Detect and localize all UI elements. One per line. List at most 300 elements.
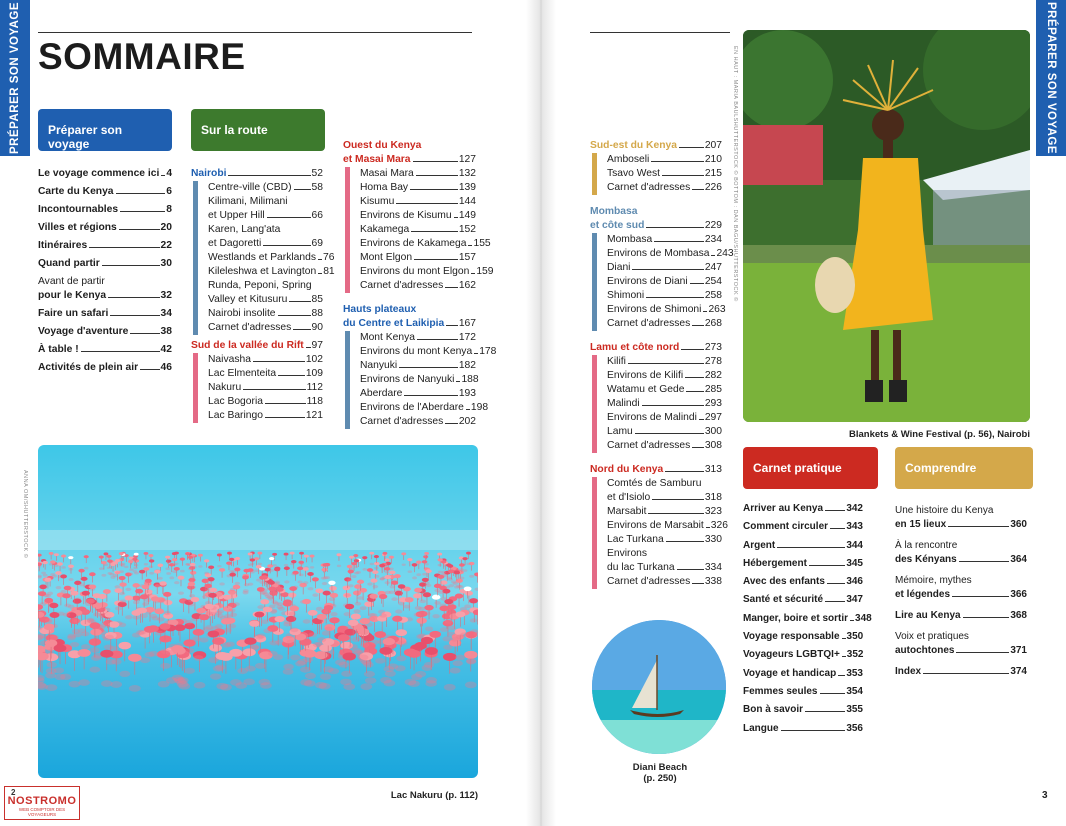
toc-leader: [413, 161, 458, 162]
section-entries: [345, 331, 497, 429]
toc-entry-label: Lire au Kenya: [895, 610, 961, 621]
toc-entry: [895, 644, 1027, 658]
festival-caption: Blankets & Wine Festival (p. 56), Nairobi: [849, 429, 1030, 440]
toc-leader: [706, 527, 710, 528]
toc-entry-page: 355: [846, 704, 863, 716]
toc-entry: [743, 722, 863, 736]
toc-entry-page: 308: [704, 440, 722, 451]
toc-entry-label: Voyage responsable: [743, 631, 840, 643]
toc-entry-label: Faire un safari: [38, 308, 109, 319]
toc-entry: [743, 630, 863, 644]
toc-entry-page: 263: [708, 304, 726, 315]
toc-entry: [208, 307, 323, 321]
toc-entry-page: 353: [846, 667, 863, 679]
toc-entry: [743, 520, 863, 534]
toc-entry: [743, 593, 863, 607]
toc-leader: [294, 189, 311, 190]
toc-entry-page: 112: [306, 382, 323, 393]
toc-section-hauts: [343, 303, 497, 429]
toc-item: [743, 648, 863, 662]
section-entries: [592, 477, 728, 589]
toc-entry: [743, 648, 863, 662]
toc-item: [895, 539, 1027, 567]
section-heading-line1: Hauts plateaux: [343, 304, 417, 315]
section-heading-label: et côte sud: [590, 220, 645, 231]
toc-entry-label: Carnet d'adresses: [607, 318, 691, 329]
toc-leader: [468, 245, 472, 246]
section-heading-line1: Mombasa: [590, 206, 638, 217]
festival-illustration: [743, 30, 1030, 422]
toc-item: [895, 504, 1027, 532]
toc-section-nord: [590, 463, 728, 589]
section-heading: [590, 139, 722, 153]
toc-item: [607, 533, 722, 547]
section-heading-page: 313: [704, 464, 722, 475]
toc-item: [38, 203, 172, 217]
section-entries: [193, 181, 335, 335]
toc-leader: [108, 297, 159, 298]
section-heading-page: 207: [704, 140, 722, 151]
toc-leader: [948, 526, 1009, 527]
toc-section-lamu: [590, 341, 722, 453]
festival-photo: [743, 30, 1030, 422]
toc-entry: [607, 505, 722, 519]
toc-item: [743, 520, 863, 534]
toc-entry-page: 360: [1010, 519, 1027, 530]
toc-leader: [692, 325, 704, 326]
toc-item: [607, 383, 722, 397]
toc-leader: [777, 547, 845, 548]
toc-item: [38, 361, 172, 375]
toc-entry-label: Incontournables: [38, 204, 119, 215]
toc-entry-label: Carnet d'adresses: [607, 182, 691, 193]
toc-leader: [685, 377, 704, 378]
toc-entry-page: 88: [311, 308, 323, 319]
toc-leader: [102, 265, 160, 266]
toc-entry: [607, 411, 722, 425]
toc-entry-label: Carnet d'adresses: [360, 280, 444, 291]
flamingo-caption: Lac Nakuru (p. 112): [390, 790, 478, 801]
toc-item: [208, 395, 323, 409]
toc-entry: [607, 439, 722, 453]
toc-leader: [681, 349, 704, 350]
toc-item: [208, 353, 323, 367]
toc-leader: [120, 211, 165, 212]
toc-leader: [850, 620, 854, 621]
toc-item: [360, 331, 476, 345]
toc-item: [607, 477, 722, 505]
toc-leader: [278, 375, 305, 376]
toc-entry: [607, 369, 722, 383]
toc-section-mombasa: [590, 205, 734, 331]
toc-entry-page: 243: [716, 248, 734, 259]
toc-item: [360, 181, 476, 195]
toc-entry-label: Manger, boire et sortir: [743, 612, 849, 624]
toc-item: [743, 722, 863, 736]
toc-entry-page: 215: [704, 168, 722, 179]
toc-entry-label: Femmes seules: [743, 685, 818, 697]
toc-entry-label: Nakuru: [208, 382, 242, 393]
toc-entry-label: Environs de Diani: [607, 276, 688, 287]
toc-entry: [607, 167, 722, 181]
toc-entry-label: du lac Turkana: [607, 562, 675, 573]
logo-name: NOSTROMO: [7, 795, 77, 807]
toc-item: [607, 519, 728, 533]
toc-item: [607, 355, 722, 369]
toc-entry: [360, 251, 476, 265]
toc-entry-label: Environs de l'Aberdare: [360, 402, 464, 413]
flamingo-credit: ANNA OM/SHUTTERSTOCK ©: [22, 470, 28, 559]
toc-entry-label: Carnet d'adresses: [360, 416, 444, 427]
toc-leader: [781, 730, 846, 731]
toc-item: [208, 195, 323, 223]
toc-entry: [607, 233, 722, 247]
toc-leader: [699, 419, 704, 420]
toc-entry-page: 118: [306, 396, 323, 407]
toc-entry-label: Westlands et Parklands: [208, 252, 316, 263]
category-comprendre: Comprendre: [895, 447, 1033, 489]
section-heading-row: [343, 153, 476, 167]
toc-leader: [842, 638, 846, 639]
toc-leader: [679, 147, 704, 148]
toc-leader: [646, 227, 703, 228]
toc-entry-page: 198: [470, 402, 489, 413]
toc-entry-label: Activités de plein air: [38, 362, 139, 373]
toc-leader: [161, 175, 165, 176]
toc-leader: [651, 161, 703, 162]
toc-entry-page: 297: [704, 412, 722, 423]
toc-entry: [208, 237, 323, 251]
toc-entry-page: 155: [473, 238, 491, 249]
toc-item: [607, 181, 722, 195]
toc-leader: [686, 391, 703, 392]
toc-entry-page: 20: [160, 222, 172, 233]
toc-item: [607, 261, 722, 275]
toc-entry: [360, 181, 476, 195]
toc-entry-label: Villes et régions: [38, 222, 117, 233]
toc-leader: [662, 175, 704, 176]
toc-entry: [360, 401, 489, 415]
toc-entry: [895, 588, 1027, 602]
toc-item: [607, 411, 722, 425]
toc-entry-label: Tsavo West: [607, 168, 661, 179]
toc-entry: [743, 502, 863, 516]
section-heading-label: Nairobi: [191, 168, 227, 179]
toc-item: [208, 321, 323, 335]
page-title: SOMMAIRE: [38, 36, 246, 77]
toc-entry: [208, 321, 323, 335]
toc-entry-line1: Comtés de Samburu: [607, 478, 702, 489]
toc-entry: [607, 289, 722, 303]
toc-entry-page: 350: [846, 631, 864, 643]
toc-entry-label: Arriver au Kenya: [743, 503, 824, 514]
toc-item: [208, 251, 335, 265]
toc-entry-page: 46: [160, 362, 172, 373]
toc-leader: [243, 389, 305, 390]
toc-entry: [895, 665, 1027, 679]
toc-entry: [38, 257, 172, 271]
toc-entry-label: Environs de Mombasa: [607, 248, 710, 259]
toc-entry-label: Carnet d'adresses: [208, 322, 292, 333]
toc-entry: [607, 397, 722, 411]
toc-entry-page: 42: [160, 344, 172, 355]
toc-entry-label: Kilifi: [607, 356, 626, 367]
toc-item: [743, 630, 863, 644]
toc-entry-label: Le voyage commence ici: [38, 168, 160, 179]
toc-leader: [827, 583, 845, 584]
toc-entry-label: Environs de Shimoni: [607, 304, 702, 315]
toc-entry-page: 4: [166, 168, 173, 179]
toc-entry-label: Homa Bay: [360, 182, 409, 193]
toc-item: [895, 609, 1027, 623]
toc-entry: [743, 557, 863, 571]
toc-entry-line1: À la rencontre: [895, 540, 958, 551]
toc-entry-page: 300: [704, 426, 722, 437]
toc-entry-label: Santé et sécurité: [743, 594, 824, 606]
toc-entry: [895, 609, 1027, 623]
section-entries: [592, 233, 734, 331]
toc-entry: [607, 261, 722, 275]
toc-section-ouest: [343, 139, 494, 293]
toc-item: [360, 415, 476, 429]
toc-entry-label: autochtones: [895, 645, 955, 656]
toc-entry-line1: Karen, Lang'ata: [208, 224, 281, 235]
toc-leader: [677, 569, 704, 570]
toc-item: [360, 359, 476, 373]
toc-item: [360, 209, 476, 223]
toc-entry: [607, 519, 728, 533]
toc-entry-label: Lamu: [607, 426, 633, 437]
toc-entry: [360, 359, 476, 373]
toc-entry-page: 330: [704, 534, 722, 545]
toc-entry-label: Itinéraires: [38, 240, 88, 251]
section-heading-row: [590, 341, 722, 355]
toc-leader: [318, 259, 322, 260]
toc-entry-page: 58: [311, 182, 323, 193]
toc-item: [360, 251, 476, 265]
toc-item: [607, 547, 722, 575]
top-rule-right: [590, 32, 730, 33]
toc-entry-label: Aberdare: [360, 388, 403, 399]
toc-leader: [399, 367, 458, 368]
toc-item: [208, 409, 323, 423]
toc-entry-label: Lac Baringo: [208, 410, 263, 421]
toc-entry-label: Voyageurs LGBTQI+: [743, 649, 840, 661]
section-heading-page: 229: [704, 220, 722, 231]
diani-illustration: [592, 620, 726, 754]
toc-item: [743, 557, 863, 571]
toc-entry-label: Masai Mara: [360, 168, 414, 179]
toc-entry: [607, 383, 722, 397]
toc-entry: [743, 667, 863, 681]
toc-section-rift: [191, 339, 323, 423]
toc-leader: [454, 217, 458, 218]
toc-entry-page: 178: [479, 346, 497, 357]
toc-item: [360, 265, 494, 279]
toc-entry-label: Shimoni: [607, 290, 645, 301]
toc-entry-label: Avec des enfants: [743, 576, 825, 588]
toc-entry: [360, 209, 476, 223]
toc-item: [607, 233, 722, 247]
toc-entry-page: 162: [458, 280, 476, 291]
toc-entry: [208, 293, 323, 307]
toc-entry-page: 258: [704, 290, 722, 301]
toc-entry-page: 81: [323, 266, 335, 277]
toc-entry: [607, 561, 722, 575]
page-number-right: 3: [1042, 790, 1048, 801]
toc-item: [607, 167, 722, 181]
toc-entry-label: Argent: [743, 539, 776, 551]
toc-entry-page: 346: [846, 576, 863, 588]
toc-entry-line1: Une histoire du Kenya: [895, 505, 994, 516]
toc-entry: [360, 265, 494, 279]
section-heading: [191, 339, 323, 353]
toc-entry-page: 348: [855, 612, 872, 624]
toc-entry: [208, 181, 323, 195]
toc-entry: [360, 279, 476, 293]
toc-leader: [445, 423, 458, 424]
toc-entry-label: Kakamega: [360, 224, 410, 235]
toc-entry: [38, 239, 172, 253]
toc-entry-page: 149: [458, 210, 476, 221]
toc-item: [38, 167, 172, 181]
toc-entry-label: Bon à savoir: [743, 704, 804, 716]
toc-entry-label: Watamu et Gede: [607, 384, 685, 395]
toc-leader: [411, 231, 458, 232]
toc-leader: [830, 528, 845, 529]
toc-entry-page: 285: [704, 384, 722, 395]
toc-entry-page: 247: [704, 262, 722, 273]
toc-entry-line1: Runda, Peponi, Spring: [208, 280, 312, 291]
diani-photo: [592, 620, 726, 754]
toc-entry-page: 121: [305, 410, 323, 421]
toc-entry-label: Environs du mont Kenya: [360, 346, 473, 357]
toc-entry: [743, 575, 863, 589]
toc-entry-label: Mombasa: [607, 234, 653, 245]
toc-entry-page: 344: [846, 539, 863, 551]
section-heading-page: 97: [311, 340, 323, 351]
toc-leader: [318, 273, 322, 274]
side-tab-left: PRÉPARER SON VOYAGE: [0, 0, 30, 156]
toc-entry: [607, 491, 722, 505]
toc-item: [607, 425, 722, 439]
section-heading-line1: Ouest du Kenya: [343, 140, 422, 151]
toc-entry-label: Environs du mont Elgon: [360, 266, 470, 277]
section-entries: [592, 355, 722, 453]
toc-leader: [119, 229, 160, 230]
toc-leader: [228, 175, 310, 176]
toc-item: [895, 574, 1027, 602]
page-number-left: 2: [11, 788, 16, 797]
toc-entry-page: 202: [458, 416, 476, 427]
toc-entry: [360, 373, 479, 387]
toc-item: [607, 397, 722, 411]
toc-entry-label: Hébergement: [743, 557, 807, 569]
toc-entry-page: 85: [311, 294, 323, 305]
toc-entry: [607, 425, 722, 439]
toc-item: [743, 593, 863, 607]
toc-comprendre-list: [895, 504, 1027, 686]
toc-entry-page: 109: [305, 368, 323, 379]
toc-item: [38, 185, 172, 199]
toc-entry-page: 30: [160, 258, 172, 269]
toc-entry-page: 132: [458, 168, 476, 179]
toc-entry: [360, 223, 476, 237]
section-heading: [343, 139, 476, 167]
toc-item: [38, 275, 172, 303]
toc-entry-page: 226: [704, 182, 722, 193]
toc-leader: [923, 673, 1009, 674]
toc-column-2: [191, 167, 335, 423]
section-heading-label: Lamu et côte nord: [590, 342, 680, 353]
toc-entry: [208, 265, 335, 279]
toc-leader: [959, 561, 1010, 562]
toc-entry-line1: Environs: [607, 548, 648, 559]
toc-entry-label: Langue: [743, 722, 779, 734]
toc-entry-page: 318: [704, 492, 722, 503]
right-page: [540, 0, 1066, 826]
toc-leader: [445, 287, 458, 288]
toc-entry-label: Marsabit: [607, 506, 647, 517]
toc-entry-label: À table !: [38, 344, 79, 355]
toc-entry-page: 159: [476, 266, 494, 277]
toc-leader: [646, 297, 704, 298]
section-heading-row: [191, 339, 323, 353]
toc-entry-label: Carnet d'adresses: [607, 576, 691, 587]
toc-entry-label: Malindi: [607, 398, 640, 409]
toc-item: [208, 181, 323, 195]
toc-item: [360, 223, 476, 237]
toc-leader: [652, 499, 704, 500]
flamingo-photo: [38, 445, 478, 778]
category-carnet: Carnet pratique: [743, 447, 878, 489]
toc-leader: [293, 329, 310, 330]
toc-entry: [360, 237, 491, 251]
toc-column-4: [590, 139, 734, 589]
toc-item: [360, 401, 489, 415]
toc-entry: [38, 203, 172, 217]
toc-leader: [278, 315, 311, 316]
toc-entry-page: 6: [166, 186, 172, 197]
toc-entry-line1: Voix et pratiques: [895, 631, 969, 642]
toc-entry: [607, 275, 722, 289]
toc-entry-label: Valley et Kitusuru: [208, 294, 288, 305]
toc-entry-label: Environs de Malindi: [607, 412, 697, 423]
toc-entry-page: 234: [704, 234, 722, 245]
toc-section-nairobi: [191, 167, 335, 335]
toc-item: [743, 612, 872, 626]
toc-entry-page: 182: [458, 360, 476, 371]
toc-entry-page: 34: [160, 308, 172, 319]
toc-entry-label: Environs de Kakamega: [360, 238, 467, 249]
toc-leader: [692, 447, 704, 448]
section-heading-page: 167: [458, 318, 476, 329]
toc-entry-page: 343: [846, 521, 863, 533]
toc-item: [607, 247, 734, 261]
section-heading-page: 52: [311, 168, 323, 179]
toc-item: [895, 665, 1027, 679]
toc-entry-label: Naivasha: [208, 354, 251, 365]
toc-item: [38, 239, 172, 253]
toc-leader: [842, 656, 846, 657]
toc-entry-label: Kisumu: [360, 196, 395, 207]
toc-entry-line1: Mémoire, mythes: [895, 575, 972, 586]
toc-entry-page: 188: [461, 374, 479, 385]
toc-entry-page: 268: [704, 318, 722, 329]
toc-leader: [692, 583, 704, 584]
toc-entry-page: 293: [704, 398, 722, 409]
toc-entry-page: 139: [458, 182, 476, 193]
